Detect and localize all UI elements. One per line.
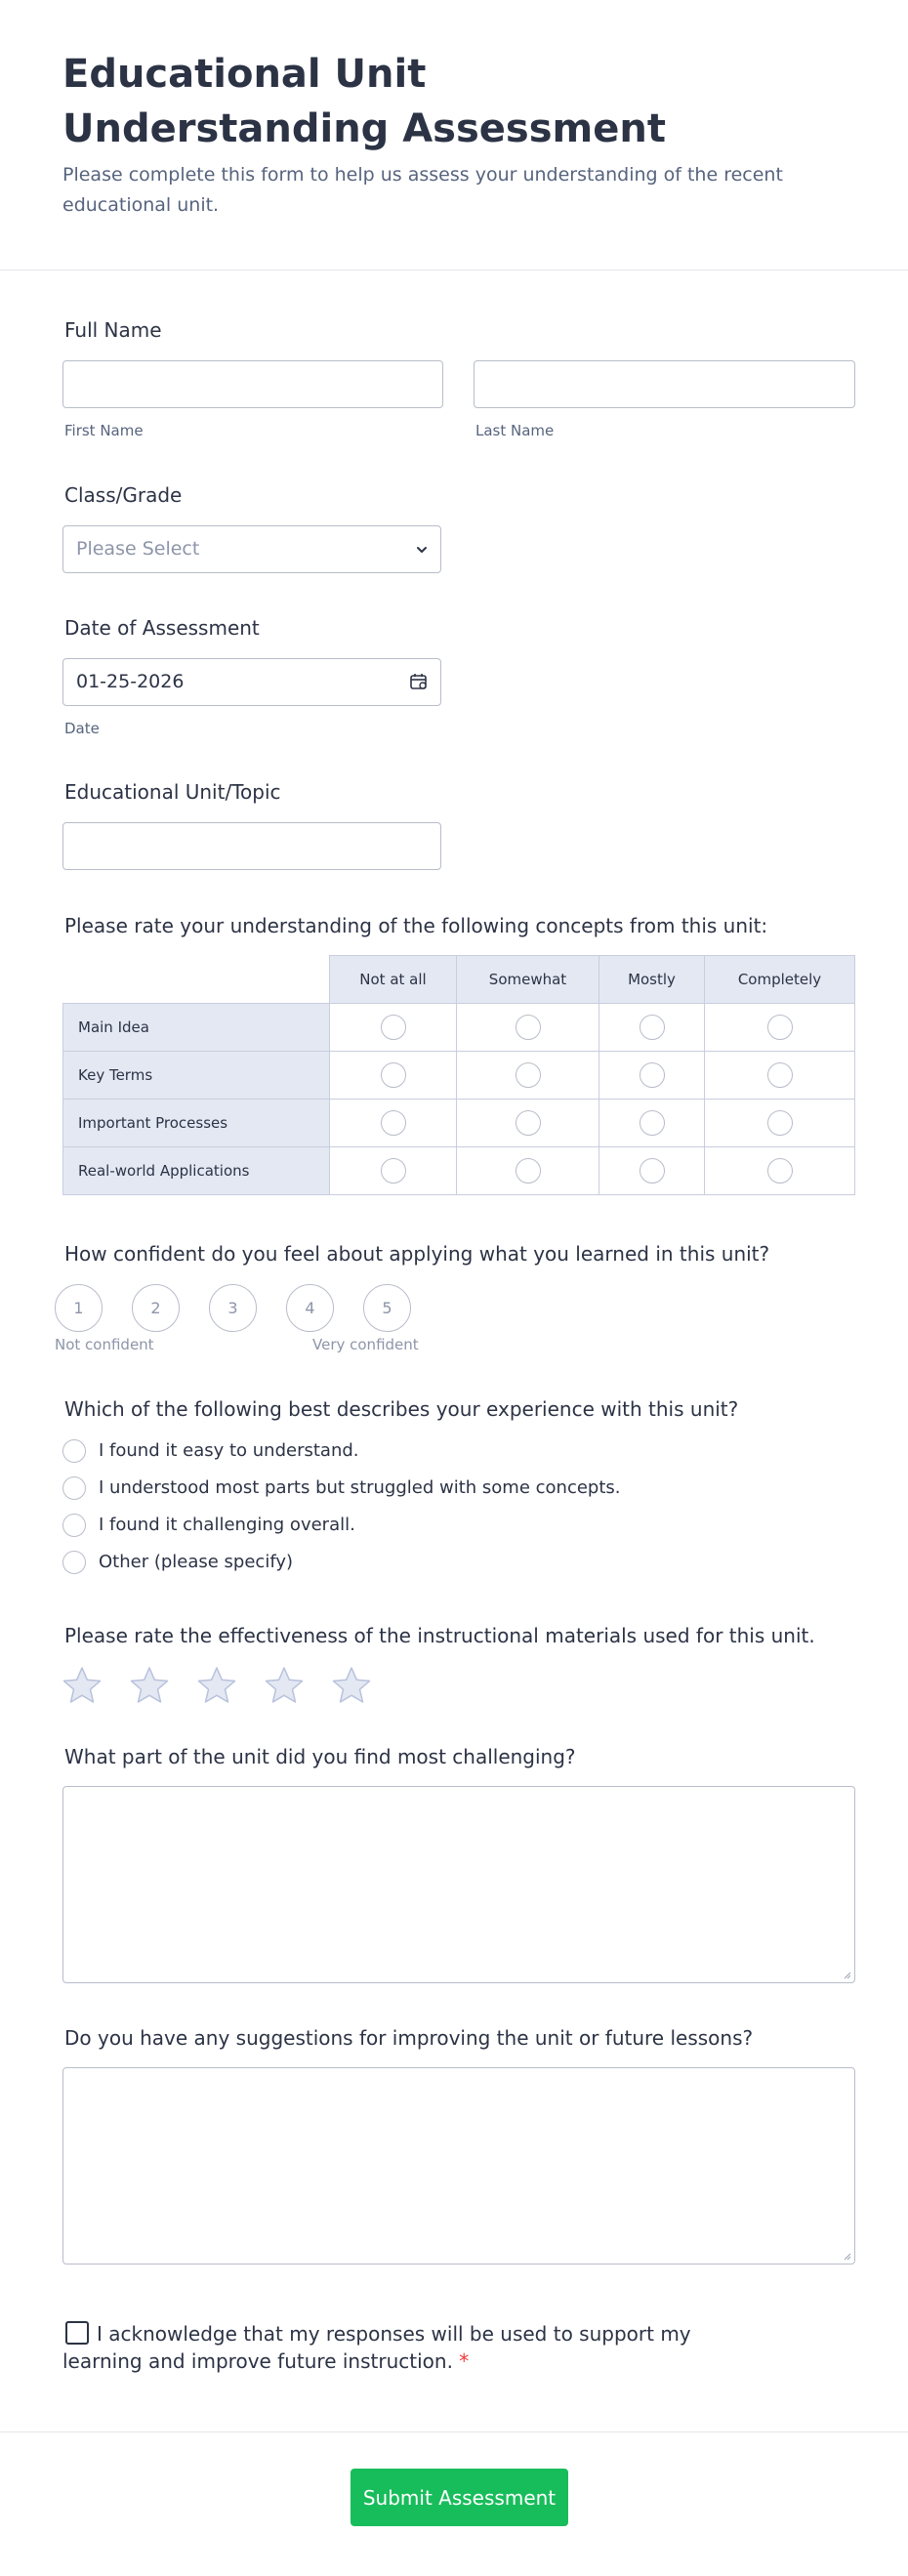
option-label: I found it challenging overall. (99, 1515, 355, 1535)
radio-button[interactable] (62, 1439, 86, 1463)
matrix-radio[interactable] (516, 1110, 541, 1136)
star-icon[interactable] (129, 1665, 170, 1706)
matrix-radio[interactable] (767, 1062, 793, 1088)
radio-button[interactable] (62, 1476, 86, 1500)
resize-grip-icon[interactable] (842, 1970, 851, 1979)
suggestions-textarea[interactable] (62, 2067, 855, 2264)
star-icon[interactable] (264, 1665, 305, 1706)
first-name-caption: First Name (64, 422, 144, 439)
date-caption: Date (64, 720, 100, 737)
form-description: Please complete this form to help us assess your understanding of the recent educational unit. (62, 164, 783, 216)
submit-button[interactable]: Submit Assessment (351, 2469, 568, 2526)
matrix-col-not-at-all: Not at all (330, 956, 457, 1004)
matrix-radio[interactable] (381, 1110, 406, 1136)
required-mark: * (459, 2349, 470, 2373)
experience-label: Which of the following best describes your experience with this unit? (64, 1397, 739, 1421)
matrix-label: Please rate your understanding of the following concepts from this unit: (64, 914, 768, 937)
matrix-row-important-processes: Important Processes (63, 1100, 330, 1147)
matrix-corner (63, 956, 330, 1004)
footer-divider (0, 2431, 908, 2432)
acknowledge-checkbox[interactable] (65, 2321, 89, 2345)
acknowledge-field (62, 2320, 765, 2375)
matrix-radio[interactable] (516, 1062, 541, 1088)
last-name-caption: Last Name (475, 422, 555, 439)
confidence-label: How confident do you feel about applying what you learned in this unit? (64, 1242, 770, 1266)
resize-grip-icon[interactable] (842, 2251, 851, 2261)
matrix-radio[interactable] (767, 1015, 793, 1040)
matrix-radio[interactable] (640, 1110, 665, 1136)
scale-option-5[interactable]: 5 (363, 1284, 411, 1332)
date-input[interactable] (62, 658, 441, 706)
option-label: I understood most parts but struggled with some concepts. (99, 1477, 621, 1498)
matrix-radio[interactable] (640, 1015, 665, 1040)
challenging-label: What part of the unit did you find most challenging? (64, 1745, 576, 1768)
matrix-row (63, 1004, 855, 1052)
matrix-row-real-world-applications: Real-world Applications (63, 1147, 330, 1195)
suggestions-label: Do you have any suggestions for improving the unit or future lessons? (64, 2026, 754, 2050)
date-value: 01-25-2026 (76, 671, 185, 692)
matrix-row (63, 1147, 855, 1195)
challenging-textarea[interactable] (62, 1786, 855, 1983)
matrix-col-completely: Completely (705, 956, 855, 1004)
matrix-radio[interactable] (381, 1015, 406, 1040)
class-grade-label: Class/Grade (64, 483, 183, 507)
scale-option-2[interactable]: 2 (132, 1284, 180, 1332)
scale-option-1[interactable]: 1 (55, 1284, 103, 1332)
effectiveness-label: Please rate the effectiveness of the instructional materials used for this unit. (64, 1624, 815, 1647)
acknowledge-text: I acknowledge that my responses will be used to support my learning and improve future instruction. (62, 2322, 691, 2373)
star-icon[interactable] (196, 1665, 237, 1706)
star-icon[interactable] (62, 1665, 103, 1706)
matrix-row (63, 1100, 855, 1147)
understanding-matrix (62, 955, 855, 1195)
calendar-icon[interactable] (409, 672, 429, 691)
class-grade-placeholder: Please Select (76, 538, 200, 560)
matrix-radio[interactable] (516, 1158, 541, 1184)
star-icon[interactable] (331, 1665, 372, 1706)
scale-option-3[interactable]: 3 (209, 1284, 257, 1332)
scale-max-caption: Very confident (312, 1336, 419, 1353)
matrix-row-key-terms: Key Terms (63, 1052, 330, 1100)
unit-topic-label: Educational Unit/Topic (64, 780, 281, 804)
scale-option-4[interactable]: 4 (286, 1284, 334, 1332)
scale-min-caption: Not confident (55, 1336, 154, 1353)
matrix-row-main-idea: Main Idea (63, 1004, 330, 1052)
option-label: I found it easy to understand. (99, 1440, 359, 1461)
form-header (0, 0, 908, 270)
chevron-down-icon (415, 543, 429, 557)
class-grade-select[interactable] (62, 525, 441, 573)
matrix-radio[interactable] (767, 1158, 793, 1184)
matrix-radio[interactable] (640, 1062, 665, 1088)
option-label: Other (please specify) (99, 1552, 294, 1572)
matrix-radio[interactable] (381, 1062, 406, 1088)
form-title: Educational Unit Understanding Assessment (62, 52, 666, 151)
matrix-radio[interactable] (516, 1015, 541, 1040)
matrix-col-somewhat: Somewhat (457, 956, 599, 1004)
last-name-input[interactable] (474, 360, 855, 408)
matrix-col-mostly: Mostly (599, 956, 705, 1004)
date-label: Date of Assessment (64, 616, 260, 640)
matrix-row (63, 1052, 855, 1100)
radio-button[interactable] (62, 1514, 86, 1537)
first-name-input[interactable] (62, 360, 443, 408)
unit-topic-input[interactable] (62, 822, 441, 870)
full-name-label: Full Name (64, 318, 162, 342)
radio-button[interactable] (62, 1551, 86, 1574)
matrix-radio[interactable] (767, 1110, 793, 1136)
matrix-radio[interactable] (640, 1158, 665, 1184)
matrix-radio[interactable] (381, 1158, 406, 1184)
